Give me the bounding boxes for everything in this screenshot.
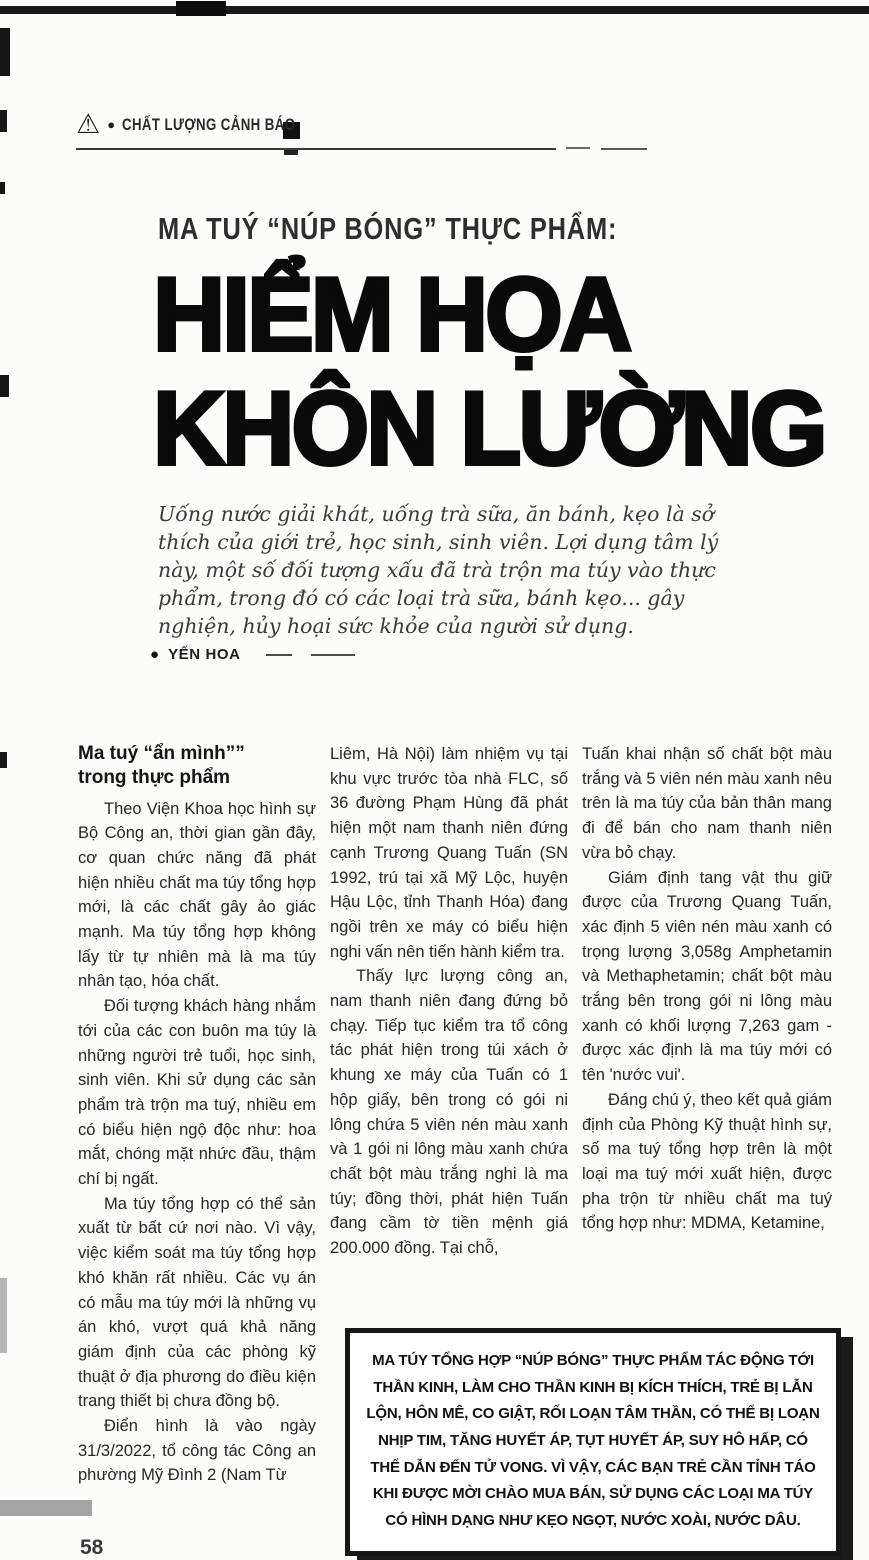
byline-dash bbox=[266, 654, 292, 656]
scan-artifact bbox=[284, 150, 298, 155]
body-paragraph: Liêm, Hà Nội) làm nhiệm vụ tại khu vực trước tòa nhà FLC, số 36 đường Phạm Hùng đã phát hiện một nam thanh niên đứng cạnh Trương Quang Tuấn (SN 1992, trú tại xã Mỹ Lộc, huyện Hậu Lộc, tỉnh Thanh Hóa) đang ngồi trên xe máy có biểu hiện nghi vấn nên tiến hành kiểm tra. bbox=[330, 745, 568, 961]
article-title-line1: HIỂM HỌA bbox=[153, 257, 630, 373]
section-rule-dash bbox=[566, 147, 590, 149]
scan-artifact bbox=[0, 110, 7, 132]
body-paragraph: Thấy lực lượng công an, nam thanh niên đang đứng bỏ chạy. Tiếp tục kiểm tra tổ công tác phát hiện trong túi xách ở khung xe máy của Tuấn có 1 hộp giấy, bên trong có gói ni lông chứa 5 viên nén màu xanh và 1 gói ni lông màu xanh chứa chất bột màu trắng nghi là ma túy; đồng thời, phát hiện Tuấn đang cầm tờ tiền mệnh giá 200.000 đồng. Tại chỗ, bbox=[330, 967, 568, 1258]
warning-callout-text: MA TÚY TỔNG HỢP “NÚP BÓNG” THỰC PHẨM TÁC ĐỘNG TỚI THẦN KINH, LÀM CHO THẦN KINH BỊ KÍCH THÍCH, TRẺ BỊ LẪN LỘN, HÔN MÊ, CO GIẬT, RỐI LOẠN TÂM THẦN, CÓ THỂ BỊ LOẠN NHỊP TIM, TĂNG HUYẾT ÁP, TỤT HUYẾT ÁP, SUY HÔ HẤP, CÓ THỂ DẪN ĐẾN TỬ VONG. VÌ VẬY, CÁC BẠN TRẺ CẦN TỈNH TÁO KHI ĐƯỢC MỜI CHÀO MUA BÁN, SỬ DỤNG CÁC LOẠI MA TÚY CÓ HÌNH DẠNG NHƯ KẸO NGỌT, NƯỚC XOÀI, NƯỚC DÂU. bbox=[366, 1352, 820, 1530]
subhead-line1: Ma tuý “ẩn mình”” bbox=[78, 743, 245, 764]
scan-artifact bbox=[176, 1, 226, 16]
scan-artifact bbox=[0, 375, 9, 397]
subhead-line2: trong thực phẩm bbox=[78, 766, 231, 788]
scan-artifact bbox=[0, 182, 5, 194]
body-column-1 bbox=[78, 742, 316, 1488]
body-paragraph: Ma túy tổng hợp có thể sản xuất từ bất cứ nơi nào. Vì vậy, việc kiểm soát ma túy tổng hợp khó khăn rất nhiều. Các vụ án có mẫu ma túy mới là những vụ án khó, vượt quá khả năng giám định của các phòng kỹ thuật ở địa phương do điều kiện trang thiết bị chưa đồng bộ. bbox=[78, 1194, 316, 1411]
scan-artifact bbox=[0, 1500, 92, 1516]
bullet-icon: ● bbox=[107, 117, 116, 132]
body-column-2 bbox=[330, 742, 568, 1261]
section-rule bbox=[76, 148, 556, 150]
section-header bbox=[76, 111, 344, 138]
article-title-line2: KHÔN LƯỜNG bbox=[153, 371, 825, 488]
body-paragraph: Theo Viện Khoa học hình sự Bộ Công an, thời gian gần đây, cơ quan chức năng đã phát hiện nhiều chất ma túy tổng hợp mới, là các chất gây ảo giác mạnh. Ma túy tổng hợp không lấy từ tự nhiên mà là ma túy nhân tạo, hóa chất. bbox=[78, 799, 316, 991]
article-lede: Uống nước giải khát, uống trà sữa, ăn bánh, kẹo là sở thích của giới trẻ, học sinh, sinh viên. Lợi dụng tâm lý này, một số đối tượng xấu đã trà trộn ma túy vào thực phẩm, trong đó có các loại trà sữa, bánh kẹo... gây nghiện, hủy hoại sức khỏe của người sử dụng. bbox=[158, 502, 719, 639]
byline-dash bbox=[311, 654, 355, 656]
page-number: 58 bbox=[80, 1536, 104, 1559]
scan-artifact bbox=[0, 28, 10, 76]
body-paragraph: Giám định tang vật thu giữ được của Trương Quang Tuấn, xác định 5 viên nén màu xanh có trọng lượng 3,058g Amphetamin và Methaphetamin; chất bột màu trắng bên trong gói ni lông màu xanh có khối lượng 7,263 gam - được xác định là ma túy mới có tên 'nước vui'. bbox=[582, 868, 832, 1085]
section-rule-dash bbox=[601, 148, 647, 150]
warning-callout-box bbox=[345, 1328, 841, 1556]
warning-triangle-icon: ⚠ bbox=[76, 109, 101, 139]
byline-bullet-icon: ● bbox=[150, 646, 160, 663]
body-paragraph: Điển hình là vào ngày 31/3/2022, tổ công tác Công an phường Mỹ Đình 2 (Nam Từ bbox=[78, 1417, 316, 1485]
page-top-rule bbox=[0, 6, 869, 14]
author-name: YẾN HOA bbox=[168, 646, 241, 663]
article-title bbox=[153, 258, 825, 487]
body-column-3 bbox=[582, 742, 832, 1236]
body-paragraph: Đối tượng khách hàng nhắm tới của các con buôn ma túy là những người trẻ tuổi, học sinh, sinh viên. Khi sử dụng các sản phẩm trà trộn ma tuý, nhiều em có biểu hiện ngộ độc như: hoa mắt, chóng mặt nhức đầu, thậm chí bị ngất. bbox=[78, 997, 316, 1189]
scan-artifact bbox=[0, 752, 7, 768]
section-label: CHẤT LƯỢNG CẢNH BÁO bbox=[122, 114, 296, 134]
body-paragraph: Đáng chú ý, theo kết quả giám định của Phòng Kỹ thuật hình sự, số ma tuý tổng hợp trên là một loại ma tuý mới xuất hiện, được pha trộn từ nhiều chất ma tuý tổng hợp như: MDMA, Ketamine, bbox=[582, 1090, 832, 1233]
scan-artifact bbox=[0, 1278, 7, 1353]
article-kicker: MA TUÝ “NÚP BÓNG” THỰC PHẨM: bbox=[158, 211, 618, 246]
section-subhead bbox=[78, 742, 316, 790]
body-paragraph: Tuấn khai nhận số chất bột màu trắng và 5 viên nén màu xanh nêu trên là ma túy của bản thân mang đi để bán cho nam thanh niên vừa bỏ chạy. bbox=[582, 745, 832, 862]
byline bbox=[150, 646, 355, 663]
